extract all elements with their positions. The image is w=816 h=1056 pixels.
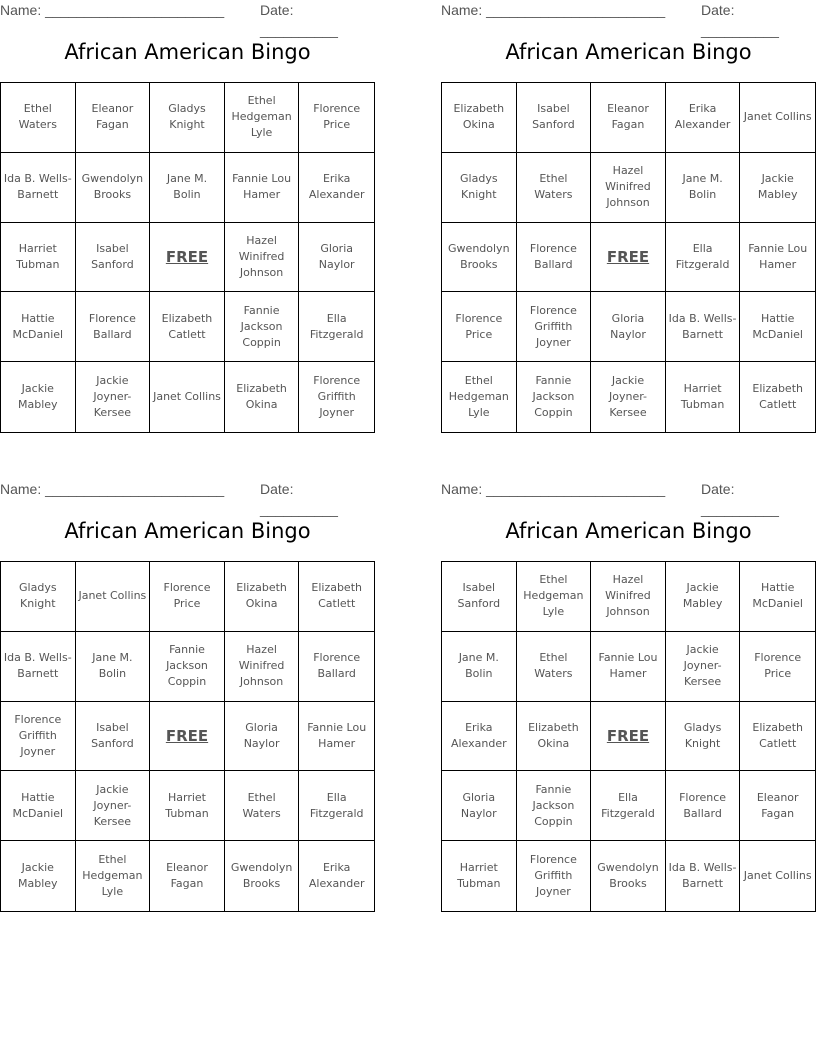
free-space: FREE <box>591 702 666 772</box>
bingo-cell: Gwendolyn Brooks <box>442 223 517 293</box>
bingo-cell: Janet Collins <box>76 562 151 632</box>
bingo-cell: Florence Ballard <box>666 771 741 841</box>
bingo-cell: Ella Fitzgerald <box>299 771 374 841</box>
bingo-cell: Isabel Sanford <box>76 702 151 772</box>
bingo-card-3 <box>0 479 375 919</box>
bingo-cell: Gladys Knight <box>666 702 741 772</box>
bingo-cell: Florence Griffith Joyner <box>517 841 592 911</box>
bingo-cell: Florence Price <box>299 83 374 153</box>
bingo-cell: Florence Price <box>740 632 815 702</box>
bingo-cell: Ida B. Wells-Barnett <box>666 841 741 911</box>
bingo-cell: Elizabeth Catlett <box>752 382 803 412</box>
bingo-cell: Ethel Hedgeman Lyle <box>76 841 151 911</box>
bingo-cell: Jane M. Bolin <box>150 153 225 223</box>
bingo-cell: Ella Fitzgerald <box>299 292 374 362</box>
bingo-cell: Janet Collins <box>740 83 815 153</box>
bingo-cell: Harriet Tubman <box>1 223 76 293</box>
bingo-cell: Florence Griffith Joyner <box>1 702 76 772</box>
free-space: FREE <box>150 702 225 772</box>
name-label: Name: _______________________ <box>0 481 225 497</box>
bingo-cell: Gloria Naylor <box>442 771 517 841</box>
bingo-cell: Gwendolyn Brooks <box>76 153 151 223</box>
bingo-cell: Gladys Knight <box>150 83 225 153</box>
card-title: African American Bingo <box>505 40 752 64</box>
bingo-cell: Erika Alexander <box>666 83 741 153</box>
bingo-cell: Fannie Lou Hamer <box>299 702 374 772</box>
bingo-cell: Florence Price <box>442 292 517 362</box>
bingo-cell: Gladys Knight <box>1 562 76 632</box>
bingo-cell: Hattie McDaniel <box>1 292 76 362</box>
bingo-cell: Jackie Joyner-Kersee <box>76 362 151 432</box>
bingo-cell: Fannie Jackson Coppin <box>150 632 225 702</box>
bingo-grid <box>441 561 816 912</box>
bingo-grid <box>0 82 375 433</box>
free-space: FREE <box>591 223 666 293</box>
bingo-cell: Jackie Mabley <box>1 362 76 432</box>
bingo-cell: Erika Alexander <box>308 861 365 891</box>
bingo-cell: Fannie Jackson Coppin <box>517 771 592 841</box>
bingo-cell: Ida B. Wells-Barnett <box>1 153 76 223</box>
bingo-cell: Ella Fitzgerald <box>591 771 666 841</box>
bingo-cell: Gloria Naylor <box>591 292 666 362</box>
bingo-cell: Erika Alexander <box>442 702 517 772</box>
bingo-cell: Gwendolyn Brooks <box>591 841 666 911</box>
bingo-grid <box>0 561 375 912</box>
bingo-cell: Hazel Winifred Johnson <box>225 223 300 293</box>
name-label: Name: _______________________ <box>441 481 666 497</box>
card-header <box>441 0 816 38</box>
bingo-cell: Hattie McDaniel <box>740 292 815 362</box>
bingo-cell: Florence Griffith Joyner <box>517 292 592 362</box>
date-label: Date: __________ <box>701 481 779 517</box>
bingo-cell: Elizabeth Okina <box>442 83 517 153</box>
bingo-cell: Fannie Lou Hamer <box>740 223 815 293</box>
bingo-cell: Ida B. Wells-Barnett <box>666 292 741 362</box>
bingo-cell: Hazel Winifred Johnson <box>591 562 666 632</box>
date-label: Date: __________ <box>701 2 779 38</box>
bingo-cell: Ella Fitzgerald <box>666 223 741 293</box>
bingo-cell: Jackie Joyner-Kersee <box>76 771 151 841</box>
bingo-cell: Florence Ballard <box>76 292 151 362</box>
bingo-cell: Elizabeth Catlett <box>299 562 374 632</box>
bingo-cell: Gloria Naylor <box>299 223 374 293</box>
bingo-cell: Hazel Winifred Johnson <box>591 153 666 223</box>
bingo-cell: Ethel Waters <box>517 153 592 223</box>
bingo-cell: Jane M. Bolin <box>76 632 151 702</box>
bingo-cell: Janet Collins <box>743 869 812 883</box>
bingo-cell: Fannie Jackson Coppin <box>517 362 592 432</box>
bingo-cell: Harriet Tubman <box>442 841 517 911</box>
bingo-cell: Eleanor Fagan <box>740 771 815 841</box>
bingo-cell: Florence Price <box>150 562 225 632</box>
bingo-cell: Erika Alexander <box>299 153 374 223</box>
card-header <box>0 479 375 517</box>
bingo-cell: Florence Ballard <box>517 223 592 293</box>
bingo-cell: Fannie Jackson Coppin <box>225 292 300 362</box>
bingo-cell: Ethel Hedgeman Lyle <box>442 362 517 432</box>
name-label: Name: _______________________ <box>441 2 666 18</box>
bingo-cell: Hazel Winifred Johnson <box>225 632 300 702</box>
bingo-cell: Jackie Joyner-Kersee <box>666 632 741 702</box>
bingo-cell: Elizabeth Catlett <box>740 702 815 772</box>
bingo-cell: Elizabeth Okina <box>225 562 300 632</box>
bingo-cell: Harriet Tubman <box>666 362 741 432</box>
bingo-cell: Ethel Hedgeman Lyle <box>517 562 592 632</box>
card-header <box>0 0 375 38</box>
card-header <box>441 479 816 517</box>
date-label: Date: __________ <box>260 2 338 38</box>
bingo-cell: Jane M. Bolin <box>666 153 741 223</box>
card-title: African American Bingo <box>64 519 311 543</box>
bingo-cell: Gwendolyn Brooks <box>225 841 300 911</box>
bingo-cell: Eleanor Fagan <box>591 83 666 153</box>
bingo-cell: Ethel Hedgeman Lyle <box>225 83 300 153</box>
name-label: Name: _______________________ <box>0 2 225 18</box>
bingo-cell: Elizabeth Catlett <box>150 292 225 362</box>
bingo-cell: Ethel Waters <box>225 771 300 841</box>
bingo-cell: Isabel Sanford <box>76 223 151 293</box>
bingo-cell: Fannie Lou Hamer <box>591 632 666 702</box>
bingo-card-2 <box>441 0 816 440</box>
bingo-grid <box>441 82 816 433</box>
bingo-cell: Janet Collins <box>150 362 225 432</box>
bingo-cell: Eleanor Fagan <box>76 83 151 153</box>
bingo-cell: Florence Ballard <box>299 632 374 702</box>
bingo-cell: Jackie Joyner-Kersee <box>591 362 666 432</box>
bingo-cell: Gloria Naylor <box>225 702 300 772</box>
bingo-cell: Ethel Waters <box>1 83 76 153</box>
bingo-cell: Jane M. Bolin <box>442 632 517 702</box>
bingo-cell: Eleanor Fagan <box>150 841 225 911</box>
bingo-cell: Fannie Lou Hamer <box>225 153 300 223</box>
bingo-cell: Gladys Knight <box>442 153 517 223</box>
free-space: FREE <box>150 223 225 293</box>
bingo-cell: Jackie Mabley <box>740 153 815 223</box>
bingo-cell: Hattie McDaniel <box>740 562 815 632</box>
bingo-cell: Jackie Mabley <box>666 562 741 632</box>
date-label: Date: __________ <box>260 481 338 517</box>
bingo-cell: Harriet Tubman <box>150 771 225 841</box>
bingo-card-4 <box>441 479 816 919</box>
bingo-cell: Jackie Mabley <box>1 841 76 911</box>
bingo-cell: Ida B. Wells-Barnett <box>1 632 76 702</box>
bingo-cell: Isabel Sanford <box>442 562 517 632</box>
bingo-cell: Hattie McDaniel <box>1 771 76 841</box>
bingo-cell: Florence Griffith Joyner <box>313 374 361 420</box>
bingo-cell: Elizabeth Okina <box>517 702 592 772</box>
card-title: African American Bingo <box>505 519 752 543</box>
bingo-cell: Ethel Waters <box>517 632 592 702</box>
bingo-card-1 <box>0 0 375 440</box>
bingo-cell: Elizabeth Okina <box>225 362 300 432</box>
bingo-cell: Isabel Sanford <box>517 83 592 153</box>
card-title: African American Bingo <box>64 40 311 64</box>
